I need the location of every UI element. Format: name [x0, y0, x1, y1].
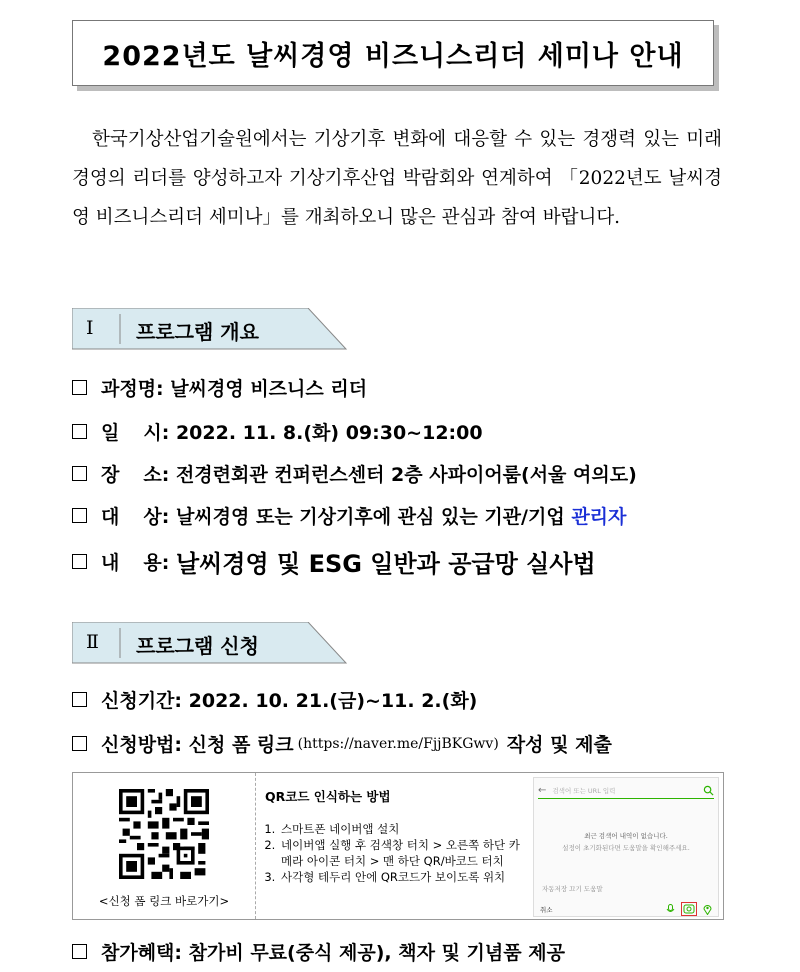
location-icon	[703, 904, 712, 915]
item-benefit	[72, 938, 565, 965]
page-title: 2022년도 날씨경영 비즈니스리더 세미나 안내	[72, 20, 714, 86]
item-key: 내	[101, 552, 120, 574]
phone-recent-options: 자동저장 끄기 도움말	[542, 885, 603, 893]
section-number: Ⅱ	[86, 631, 99, 653]
section-label: 프로그램 개요	[136, 320, 259, 344]
item-course	[72, 374, 367, 401]
back-arrow-icon: ←	[538, 784, 547, 796]
section-label: 프로그램 신청	[136, 634, 259, 658]
qr-caption: <신청 폼 링크 바로가기>	[98, 894, 230, 908]
checkbox-icon	[72, 508, 87, 523]
checkbox-icon	[72, 424, 87, 439]
item-key: 상:	[143, 506, 170, 528]
item-place	[72, 460, 637, 487]
highlight-text: 관리자	[571, 506, 627, 528]
item-value: 날씨경영 및 ESG 일반과 공급망 실사법	[175, 550, 596, 578]
intro-text: 한국기상산업기술원에서는 기상기후 변화에 대응할 수 있는 경쟁력 있는 미래경영의 리더를 양성하고자 기상기후산업 박람회와 연계하여 「2022년도 날씨경영 비즈니스리더 세미나」를 개최하오니 많은 관심과 참여 바랍니다.	[72, 129, 722, 228]
checkbox-icon	[72, 380, 87, 395]
phone-empty-message	[534, 830, 718, 854]
item-key: 참가혜택:	[101, 942, 183, 964]
phone-footer	[540, 902, 712, 916]
phone-cancel: 취소	[540, 905, 553, 914]
item-key: 소:	[143, 464, 170, 486]
item-date	[72, 418, 483, 445]
item-value: 전경련회관 컨퍼런스센터 2층 사파이어룸(서울 여의도)	[175, 464, 637, 486]
list-item: 1. 스마트폰 네이버앱 설치	[279, 821, 525, 837]
qr-guide-panel	[72, 772, 724, 920]
qr-howto-steps	[265, 821, 525, 885]
item-key: 과정명:	[101, 378, 164, 400]
microphone-icon	[666, 904, 675, 915]
item-value: 참가비 무료(중식 제공), 책자 및 기념품 제공	[188, 942, 565, 964]
phone-screenshot	[533, 777, 719, 917]
section-header-apply	[72, 622, 352, 664]
section-number: Ⅰ	[86, 317, 94, 339]
qr-code-icon[interactable]	[119, 789, 209, 879]
intro-paragraph	[72, 120, 722, 237]
item-method	[72, 730, 612, 757]
checkbox-icon	[72, 554, 87, 569]
checkbox-icon	[72, 736, 87, 751]
search-icon	[703, 785, 714, 796]
phone-msg-line: 설정이 초기화된다면 도움말을 확인해주세요.	[562, 844, 690, 852]
item-value: 신청 폼 링크	[188, 734, 294, 756]
item-value: 날씨경영 비즈니스 리더	[170, 378, 368, 400]
phone-msg-line: 최근 검색어 내역이 없습니다.	[584, 832, 668, 840]
item-value: 2022. 11. 8.(화) 09:30~12:00	[175, 422, 483, 444]
phone-search-bar	[538, 782, 714, 799]
list-item: 3. 사각형 테두리 안에 QR코드가 보이도록 위치	[279, 869, 525, 885]
qr-howto	[265, 787, 525, 885]
checkbox-icon	[72, 944, 87, 959]
section-header-overview	[72, 308, 352, 350]
form-link[interactable]: (https://naver.me/FjjBKGwv)	[297, 735, 499, 752]
item-value: 2022. 10. 21.(금)~11. 2.(화)	[188, 690, 478, 712]
checkbox-icon	[72, 692, 87, 707]
item-content	[72, 544, 596, 579]
phone-search-placeholder: 검색어 또는 URL 입력	[552, 786, 616, 795]
item-value: 작성 및 제출	[506, 734, 612, 756]
item-key: 신청방법:	[101, 734, 183, 756]
item-key: 장	[101, 464, 120, 486]
item-key: 시:	[143, 422, 170, 444]
qr-howto-title: QR코드 인식하는 방법	[265, 789, 391, 804]
camera-icon	[681, 902, 697, 916]
item-key: 대	[101, 506, 120, 528]
item-key: 일	[101, 422, 120, 444]
item-value: 날씨경영 또는 기상기후에 관심 있는 기관/기업	[175, 506, 565, 528]
item-period	[72, 686, 477, 713]
item-key: 신청기간:	[101, 690, 183, 712]
qr-code-area	[73, 773, 256, 919]
checkbox-icon	[72, 466, 87, 481]
list-item: 2. 네이버앱 실행 후 검색창 터치 > 오른쪽 하단 카메라 아이콘 터치 > 맨 하단 QR/바코드 터치	[279, 837, 525, 869]
item-target	[72, 502, 626, 529]
item-key: 용:	[143, 552, 170, 574]
